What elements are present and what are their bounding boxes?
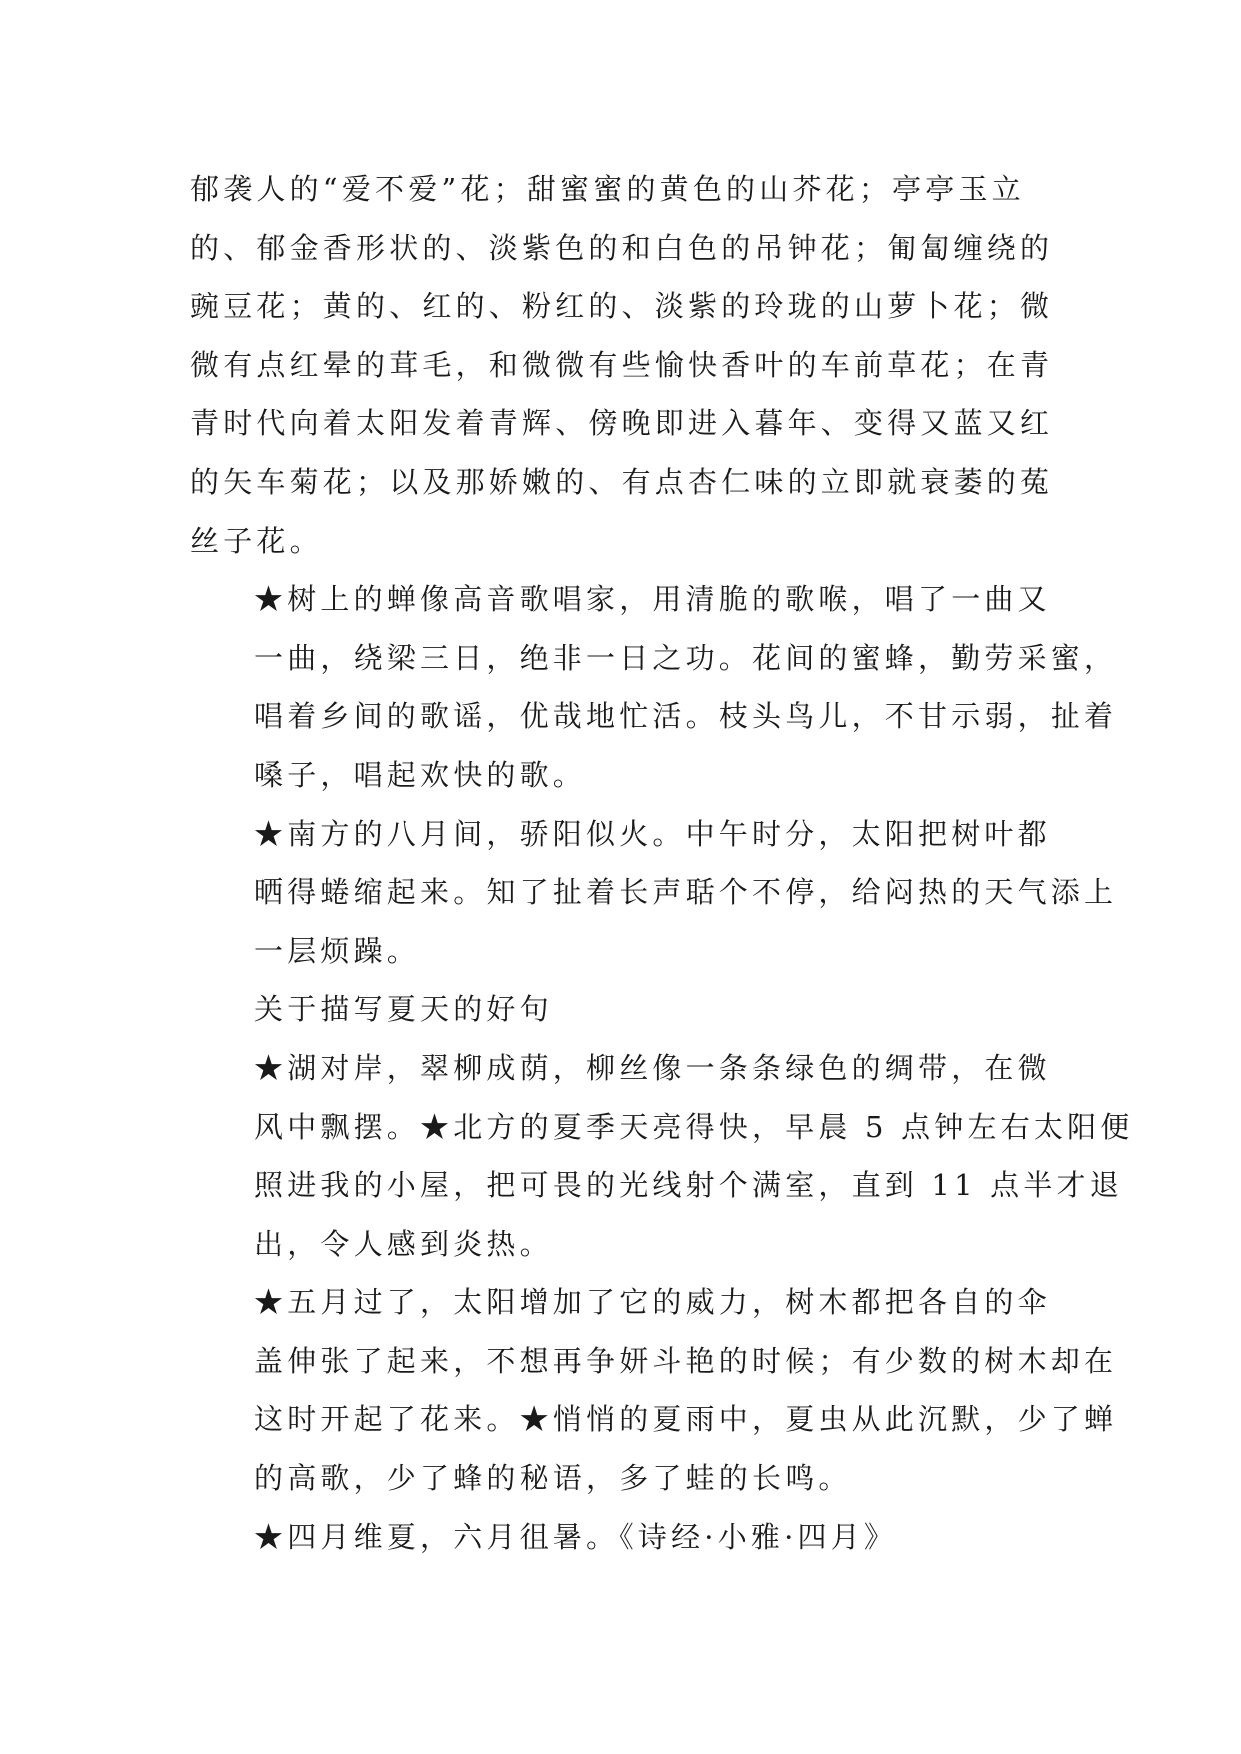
paragraph-flower-list — [190, 160, 1060, 570]
text-line: 丝子花。 — [190, 523, 323, 558]
text-line: 青时代向着太阳发着青辉、傍晚即进入暮年、变得又蓝又红 — [190, 406, 1054, 441]
text-line: 的矢车菊花；以及那娇嫩的、有点杏仁味的立即就衰萎的菟 — [190, 464, 1054, 499]
text-line: 这时开起了花来。★悄悄的夏雨中，夏虫从此沉默，少了蝉 — [254, 1402, 1118, 1437]
text-line: 一层烦躁。 — [254, 933, 421, 968]
heading-line: 关于描写夏天的好句 — [254, 992, 553, 1027]
paragraph-poem-quote — [190, 1508, 1060, 1567]
text-line: ★四月维夏，六月徂暑。《诗经·小雅·四月》 — [254, 1519, 898, 1554]
text-line: ★湖对岸，翠柳成荫，柳丝像一条条绿色的绸带，在微 — [254, 1050, 1051, 1085]
text-line: ★南方的八月间，骄阳似火。中午时分，太阳把树叶都 — [254, 816, 1051, 851]
text-line: 的、郁金香形状的、淡紫色的和白色的吊钟花；匍匐缠绕的 — [190, 230, 1054, 265]
paragraph-cicada — [190, 570, 1118, 804]
paragraph-may — [190, 1273, 1118, 1507]
text-line: 照进我的小屋，把可畏的光线射个满室，直到 11 点半才退 — [254, 1168, 1123, 1203]
document-body — [190, 160, 1134, 1566]
paragraph-willow — [190, 1039, 1134, 1273]
text-line: 风中飘摆。★北方的夏季天亮得快，早晨 5 点钟左右太阳便 — [254, 1109, 1134, 1144]
text-line: ★树上的蝉像高音歌唱家，用清脆的歌喉，唱了一曲又 — [254, 582, 1051, 617]
text-line: ★五月过了，太阳增加了它的威力，树木都把各自的伞 — [254, 1285, 1051, 1320]
text-line: 一曲，绕梁三日，绝非一日之功。花间的蜜蜂，勤劳采蜜， — [254, 640, 1118, 675]
text-line: 嗓子，唱起欢快的歌。 — [254, 757, 587, 792]
text-line: 微有点红晕的茸毛，和微微有些愉快香叶的车前草花；在青 — [190, 347, 1054, 382]
text-line: 郁袭人的“爱不爱”花；甜蜜蜜的黄色的山芥花；亭亭玉立 — [190, 172, 1025, 206]
text-line: 的高歌，少了蜂的秘语，多了蛙的长鸣。 — [254, 1461, 852, 1496]
text-line: 豌豆花；黄的、红的、粉红的、淡紫的玲珑的山萝卜花；微 — [190, 289, 1054, 324]
text-line: 唱着乡间的歌谣，优哉地忙活。枝头鸟儿，不甘示弱，扯着 — [254, 699, 1118, 734]
text-line: 盖伸张了起来，不想再争妍斗艳的时候；有少数的树木却在 — [254, 1343, 1118, 1378]
text-line: 出，令人感到炎热。 — [254, 1226, 553, 1261]
section-heading — [190, 980, 1060, 1039]
paragraph-south-august — [190, 805, 1118, 981]
text-line: 晒得蜷缩起来。知了扯着长声聒个不停，给闷热的天气添上 — [254, 875, 1118, 910]
